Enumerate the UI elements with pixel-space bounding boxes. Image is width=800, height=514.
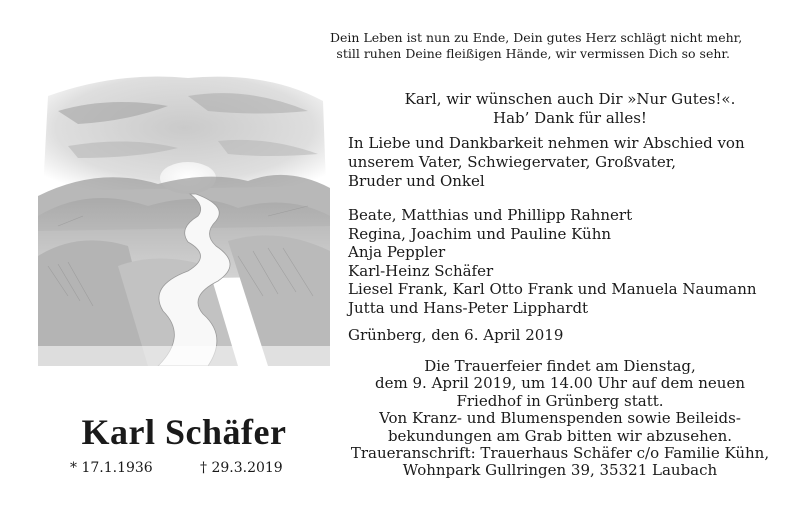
family-member: Karl-Heinz Schäfer xyxy=(348,261,494,280)
family-list xyxy=(348,206,778,317)
farewell-line: In Liebe und Dankbarkeit nehmen wir Abschied von xyxy=(348,134,745,152)
service-line: bekundungen am Grab bitten wir abzusehen. xyxy=(387,426,733,445)
service-line: Traueranschrift: Trauerhaus Schäfer c/o Familie Kühn, xyxy=(350,444,770,463)
wish-text xyxy=(360,90,780,128)
death-date: † 29.3.2019 xyxy=(200,460,283,476)
family-member: Beate, Matthias und Phillipp Rahnert xyxy=(348,206,633,224)
family-member: Liesel Frank, Karl Otto Frank und Manuela Naumann xyxy=(348,280,757,298)
service-line: dem 9. April 2019, um 14.00 Uhr auf dem neuen xyxy=(375,374,745,393)
wish-line: Hab’ Dank für alles! xyxy=(493,109,647,127)
poem-line: still ruhen Deine fleißigen Hände, wir vermissen Dich so sehr. xyxy=(336,46,730,61)
river-landscape-icon xyxy=(38,66,330,366)
farewell-text xyxy=(348,134,778,191)
birth-date: * 17.1.1936 xyxy=(70,460,153,476)
landscape-illustration xyxy=(38,66,330,366)
service-line: Friedhof in Grünberg statt. xyxy=(456,391,664,410)
service-line: Die Trauerfeier findet am Dienstag, xyxy=(424,357,696,375)
farewell-line: Bruder und Onkel xyxy=(348,172,485,190)
poem-line: Dein Leben ist nun zu Ende, Dein gutes Herz schlägt nicht mehr, xyxy=(330,30,743,45)
wish-line: Karl, wir wünschen auch Dir »Nur Gutes!«. xyxy=(404,90,736,108)
service-line: Von Kranz- und Blumenspenden sowie Beileids- xyxy=(379,409,741,428)
family-member: Jutta und Hans-Peter Lipphardt xyxy=(348,298,589,317)
farewell-line: unserem Vater, Schwiegervater, Großvater, xyxy=(348,153,676,171)
service-info xyxy=(350,358,770,480)
deceased-name: Karl Schäfer xyxy=(81,412,287,452)
family-member: Anja Peppler xyxy=(348,243,446,261)
poem xyxy=(330,30,743,62)
place-date: Grünberg, den 6. April 2019 xyxy=(348,326,564,344)
service-line: Wohnpark Gullringen 39, 35321 Laubach xyxy=(402,461,718,480)
family-member: Regina, Joachim und Pauline Kühn xyxy=(348,224,612,243)
